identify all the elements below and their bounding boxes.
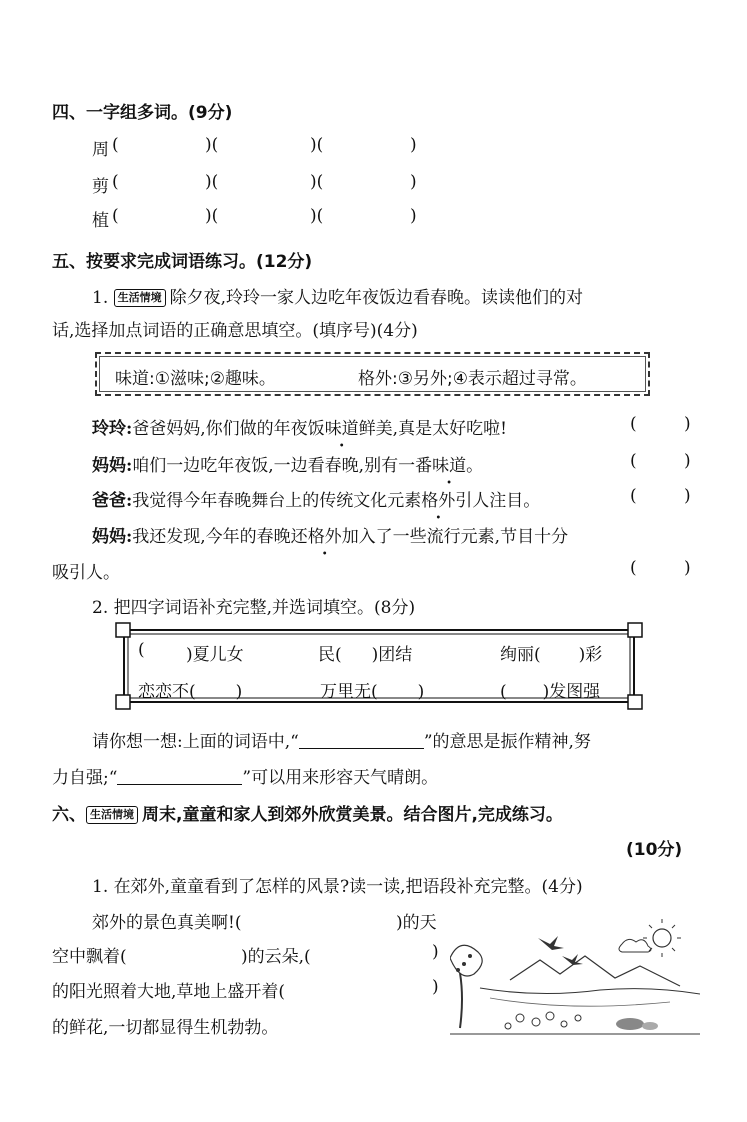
s6-p2b: )的云朵,( <box>241 947 311 967</box>
char-row-3 <box>92 206 109 231</box>
countryside-illustration <box>450 918 700 1038</box>
q2-title: 2. 把四字词语补充完整,并选词填空。(8分) <box>92 598 416 618</box>
marked-word: 格外 <box>421 491 456 511</box>
marked-word: 味道 <box>432 456 467 476</box>
dialogue-text: 我还发现,今年的春晚还 <box>132 527 308 547</box>
q1-text: 除夕夜,玲玲一家人边吃年夜饭边看春晚。读读他们的对 <box>169 288 584 308</box>
think-text: 力自强;“ <box>52 768 118 788</box>
dialogue-text: 我觉得今年春晚舞台上的传统文化元素 <box>132 491 422 511</box>
marked-word: 格外 <box>307 527 342 547</box>
idiom-text: 恋恋不( <box>138 682 196 702</box>
dialogue-text: 爸爸妈妈,你们做的年夜饭 <box>132 419 325 439</box>
answer-blank[interactable]: ( <box>112 206 119 226</box>
speaker: 妈妈: <box>92 527 133 547</box>
definition-gewai: 格外:③另外;④表示超过寻常。 <box>358 369 587 389</box>
dialogue-3 <box>92 486 540 511</box>
dialogue-text: 引人注目。 <box>455 491 541 511</box>
idiom-text: )发图强 <box>542 682 601 702</box>
answer-blank[interactable]: ( <box>630 451 637 471</box>
dialogue-text: 。 <box>466 456 484 476</box>
answer-blank[interactable]: )( <box>310 172 324 192</box>
speaker: 玲玲: <box>92 419 133 439</box>
answer-blank[interactable]: )( <box>205 172 219 192</box>
answer-blank[interactable]: ) <box>684 486 691 506</box>
answer-blank[interactable]: ( <box>630 558 637 578</box>
section-4-title: 四、一字组多词。(9分) <box>52 103 233 123</box>
idiom-text: )彩 <box>578 645 603 665</box>
section-text: 周末,童童和家人到郊外欣赏美景。结合图片,完成练习。 <box>142 805 563 825</box>
idiom-text: 夏儿女 <box>192 645 244 665</box>
s6-p3: 的阳光照着大地,草地上盛开着( <box>52 982 286 1002</box>
answer-blank[interactable]: ( <box>112 172 119 192</box>
char: 剪 <box>92 177 109 197</box>
speaker: 爸爸: <box>92 491 133 511</box>
q1-line1 <box>92 283 583 308</box>
answer-blank[interactable]: ) <box>684 414 691 434</box>
section-6-title <box>52 800 563 825</box>
idiom-1: )夏儿女 <box>186 645 244 665</box>
dialogue-4 <box>92 522 568 547</box>
s6-p1b: )的天 <box>396 913 437 933</box>
idiom-4: 恋恋不( ) <box>138 682 243 702</box>
section-number: 六、 <box>52 805 86 825</box>
think-line1 <box>92 727 591 752</box>
char: 植 <box>92 211 109 231</box>
sun-icon <box>653 929 671 947</box>
char: 周 <box>92 140 109 160</box>
section-5-title: 五、按要求完成词语练习。(12分) <box>52 252 313 272</box>
dialogue-2 <box>92 451 483 476</box>
idiom-3 <box>500 640 602 665</box>
char-row-1 <box>92 135 109 160</box>
dialogue-1 <box>92 414 507 439</box>
answer-blank[interactable]: )( <box>310 206 324 226</box>
answer-blank[interactable]: ) <box>432 942 439 962</box>
answer-blank[interactable]: ) <box>410 206 417 226</box>
s6-p1: 郊外的景色真美啊!( <box>92 913 242 933</box>
dialogue-text: 鲜美,真是太好吃啦! <box>358 419 507 439</box>
answer-blank[interactable]: )( <box>205 135 219 155</box>
answer-blank[interactable]: ( <box>630 486 637 506</box>
think-line2 <box>52 763 438 788</box>
dialogue-4-line2: 吸引人。 <box>52 563 120 583</box>
idiom-text: 民( <box>318 645 342 665</box>
s6-p2: 空中飘着( <box>52 947 127 967</box>
think-text: ”的意思是振作精神,努 <box>423 732 591 752</box>
answer-blank[interactable]: ( <box>630 414 637 434</box>
answer-blank[interactable]: ) <box>684 558 691 578</box>
life-scenario-tag: 生活情境 <box>86 806 138 824</box>
marked-word: 味道 <box>324 419 359 439</box>
idiom-2 <box>318 640 412 665</box>
idiom-text: 绚丽( <box>500 645 541 665</box>
answer-blank[interactable]: ) <box>410 172 417 192</box>
idiom-blank[interactable]: ( <box>138 640 145 660</box>
fill-blank[interactable] <box>299 732 424 749</box>
answer-blank[interactable]: ) <box>684 451 691 471</box>
answer-blank[interactable]: )( <box>310 135 324 155</box>
section-6-score: (10分) <box>626 840 683 860</box>
definition-weidao: 味道:①滋味;②趣味。 <box>115 369 276 389</box>
dialogue-text: 加入了一些流行元素,节目十分 <box>341 527 569 547</box>
dialogue-text: 咱们一边吃年夜饭,一边看春晚,别有一番 <box>132 456 433 476</box>
idiom-6: ( )发图强 <box>500 682 601 702</box>
life-scenario-tag: 生活情境 <box>114 289 166 307</box>
answer-blank[interactable]: ) <box>432 977 439 997</box>
think-text: ”可以用来形容天气晴朗。 <box>242 768 439 788</box>
idiom-text: )团结 <box>371 645 413 665</box>
answer-blank[interactable]: )( <box>205 206 219 226</box>
answer-blank[interactable]: ) <box>410 135 417 155</box>
s6-p4: 的鲜花,一切都显得生机勃勃。 <box>52 1018 279 1038</box>
answer-blank[interactable]: ( <box>112 135 119 155</box>
char-row-2 <box>92 172 109 197</box>
s6-q1: 1. 在郊外,童童看到了怎样的风景?读一读,把语段补充完整。(4分) <box>92 877 583 897</box>
q1-line2: 话,选择加点词语的正确意思填空。(填序号)(4分) <box>52 321 418 341</box>
idiom-5: 万里无( ) <box>320 682 425 702</box>
idiom-text: 万里无( <box>320 682 378 702</box>
question-number: 1. <box>92 288 109 308</box>
speaker: 妈妈: <box>92 456 133 476</box>
fill-blank[interactable] <box>117 768 242 785</box>
think-text: 请你想一想:上面的词语中,“ <box>92 732 299 752</box>
